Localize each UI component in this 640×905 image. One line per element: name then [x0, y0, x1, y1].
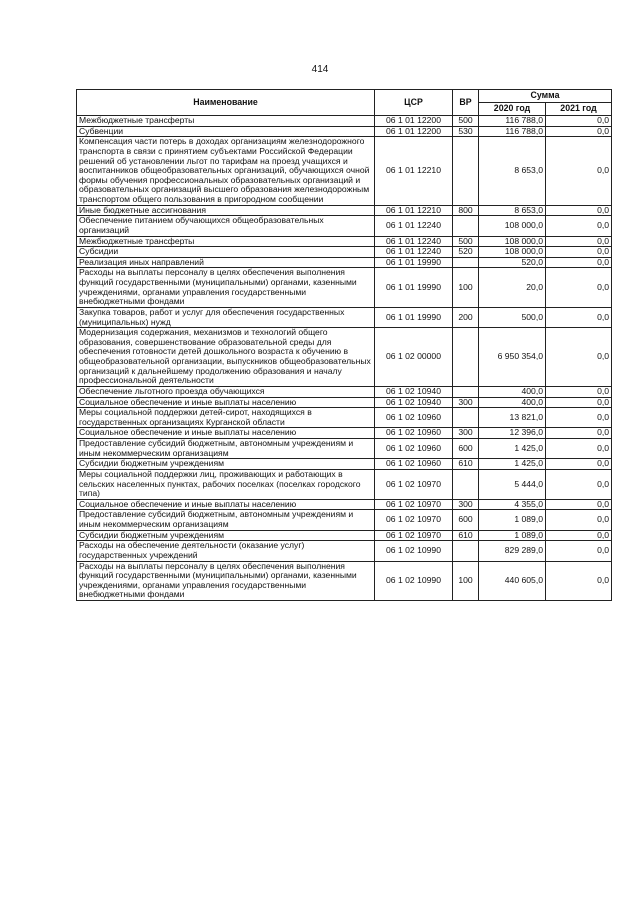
cell-amount-2020: 5 444,0 — [479, 469, 546, 499]
cell-name: Обеспечение льготного проезда обучающихся — [77, 386, 375, 397]
cell-name: Предоставление субсидий бюджетным, автономным учреждениям и иным некоммерческим организациям — [77, 510, 375, 530]
cell-name: Меры социальной поддержки лиц, проживающих и работающих в сельских населенных пунктах, рабочих поселках (поселках городского типа) — [77, 469, 375, 499]
cell-csr: 06 1 02 10960 — [375, 439, 453, 459]
cell-amount-2020: 400,0 — [479, 386, 546, 397]
cell-amount-2020: 1 089,0 — [479, 530, 546, 541]
cell-csr: 06 1 02 10990 — [375, 561, 453, 601]
table-row — [77, 247, 612, 258]
cell-name: Закупка товаров, работ и услуг для обеспечения государственных (муниципальных) нужд — [77, 307, 375, 327]
cell-amount-2021: 0,0 — [546, 530, 612, 541]
cell-amount-2020: 108 000,0 — [479, 247, 546, 258]
cell-csr: 06 1 02 10970 — [375, 510, 453, 530]
cell-amount-2021: 0,0 — [546, 268, 612, 308]
cell-csr: 06 1 01 19990 — [375, 257, 453, 268]
table-row — [77, 116, 612, 127]
cell-amount-2020: 1 425,0 — [479, 459, 546, 470]
cell-amount-2021: 0,0 — [546, 247, 612, 258]
cell-amount-2021: 0,0 — [546, 236, 612, 247]
budget-table — [76, 89, 612, 601]
cell-vr — [453, 541, 479, 561]
cell-name: Расходы на выплаты персоналу в целях обеспечения выполнения функций государственными (муниципальными) органами, казенными учреждениями, органами управления государственными внебюджетными фондами — [77, 561, 375, 601]
cell-amount-2021: 0,0 — [546, 408, 612, 428]
cell-vr: 800 — [453, 205, 479, 216]
cell-vr — [453, 469, 479, 499]
table-row — [77, 216, 612, 236]
cell-amount-2020: 520,0 — [479, 257, 546, 268]
cell-vr: 500 — [453, 236, 479, 247]
cell-name: Субсидии бюджетным учреждениям — [77, 530, 375, 541]
cell-amount-2020: 440 605,0 — [479, 561, 546, 601]
header-vr: ВР — [453, 90, 479, 116]
cell-vr: 100 — [453, 268, 479, 308]
table-row — [77, 205, 612, 216]
cell-amount-2020: 116 788,0 — [479, 116, 546, 127]
cell-amount-2021: 0,0 — [546, 116, 612, 127]
cell-amount-2020: 4 355,0 — [479, 499, 546, 510]
cell-vr: 520 — [453, 247, 479, 258]
cell-amount-2020: 500,0 — [479, 307, 546, 327]
cell-csr: 06 1 02 10990 — [375, 541, 453, 561]
cell-vr: 610 — [453, 530, 479, 541]
cell-amount-2020: 1 089,0 — [479, 510, 546, 530]
table-row — [77, 397, 612, 408]
cell-amount-2021: 0,0 — [546, 439, 612, 459]
cell-name: Субсидии — [77, 247, 375, 258]
cell-vr — [453, 257, 479, 268]
table-body — [77, 116, 612, 601]
cell-csr: 06 1 02 10940 — [375, 397, 453, 408]
table-row — [77, 459, 612, 470]
cell-name: Иные бюджетные ассигнования — [77, 205, 375, 216]
cell-amount-2020: 12 396,0 — [479, 428, 546, 439]
cell-amount-2020: 400,0 — [479, 397, 546, 408]
cell-vr — [453, 408, 479, 428]
cell-name: Компенсация части потерь в доходах организациям железнодорожного транспорта в связи с принятием субъектами Российской Федерации решений об установлении льгот по тарифам на проезд учащихся и воспитанников общеобразовательных организаций, обучающихся очной формы обучения профессиональных образовательных организаций и образовательных организаций высшего образования железнодорожным транспортом общего пользования в пригородном сообщении — [77, 137, 375, 205]
cell-vr: 500 — [453, 116, 479, 127]
table-row — [77, 561, 612, 601]
cell-name: Расходы на обеспечение деятельности (оказание услуг) государственных учреждений — [77, 541, 375, 561]
cell-vr: 600 — [453, 510, 479, 530]
cell-amount-2021: 0,0 — [546, 510, 612, 530]
cell-csr: 06 1 01 12240 — [375, 247, 453, 258]
cell-amount-2020: 20,0 — [479, 268, 546, 308]
cell-vr: 530 — [453, 126, 479, 137]
header-year-2020: 2020 год — [479, 103, 546, 116]
table-row — [77, 386, 612, 397]
table-row — [77, 307, 612, 327]
cell-csr: 06 1 01 19990 — [375, 307, 453, 327]
cell-name: Реализация иных направлений — [77, 257, 375, 268]
cell-name: Социальное обеспечение и иные выплаты населению — [77, 428, 375, 439]
cell-amount-2020: 8 653,0 — [479, 137, 546, 205]
cell-amount-2020: 13 821,0 — [479, 408, 546, 428]
cell-csr: 06 1 01 12200 — [375, 126, 453, 137]
cell-csr: 06 1 02 10940 — [375, 386, 453, 397]
table-row — [77, 469, 612, 499]
cell-vr: 200 — [453, 307, 479, 327]
cell-amount-2021: 0,0 — [546, 205, 612, 216]
cell-vr: 300 — [453, 397, 479, 408]
cell-amount-2021: 0,0 — [546, 328, 612, 387]
cell-csr: 06 1 02 10970 — [375, 499, 453, 510]
cell-amount-2020: 8 653,0 — [479, 205, 546, 216]
cell-name: Социальное обеспечение и иные выплаты населению — [77, 397, 375, 408]
cell-amount-2021: 0,0 — [546, 216, 612, 236]
cell-amount-2020: 116 788,0 — [479, 126, 546, 137]
cell-vr — [453, 137, 479, 205]
cell-csr: 06 1 02 10960 — [375, 459, 453, 470]
cell-csr: 06 1 02 10970 — [375, 530, 453, 541]
cell-csr: 06 1 01 12240 — [375, 236, 453, 247]
cell-amount-2021: 0,0 — [546, 386, 612, 397]
cell-amount-2020: 108 000,0 — [479, 216, 546, 236]
cell-amount-2021: 0,0 — [546, 428, 612, 439]
cell-amount-2020: 1 425,0 — [479, 439, 546, 459]
cell-vr: 100 — [453, 561, 479, 601]
cell-vr — [453, 328, 479, 387]
cell-csr: 06 1 01 12210 — [375, 205, 453, 216]
cell-name: Меры социальной поддержки детей-сирот, находящихся в государственных организациях Курганской области — [77, 408, 375, 428]
table-row — [77, 268, 612, 308]
cell-vr — [453, 216, 479, 236]
cell-name: Социальное обеспечение и иные выплаты населению — [77, 499, 375, 510]
cell-amount-2021: 0,0 — [546, 541, 612, 561]
cell-csr: 06 1 02 00000 — [375, 328, 453, 387]
cell-amount-2021: 0,0 — [546, 257, 612, 268]
table-row — [77, 428, 612, 439]
cell-vr: 300 — [453, 499, 479, 510]
cell-name: Обеспечение питанием обучающихся общеобразовательных организаций — [77, 216, 375, 236]
cell-amount-2021: 0,0 — [546, 469, 612, 499]
cell-amount-2021: 0,0 — [546, 561, 612, 601]
cell-csr: 06 1 01 12200 — [375, 116, 453, 127]
table-row — [77, 510, 612, 530]
cell-amount-2020: 829 289,0 — [479, 541, 546, 561]
table-row — [77, 257, 612, 268]
header-year-2021: 2021 год — [546, 103, 612, 116]
cell-csr: 06 1 01 12240 — [375, 216, 453, 236]
cell-vr: 600 — [453, 439, 479, 459]
cell-name: Субвенции — [77, 126, 375, 137]
table-row — [77, 439, 612, 459]
page-number: 414 — [311, 64, 329, 75]
cell-amount-2020: 6 950 354,0 — [479, 328, 546, 387]
cell-amount-2021: 0,0 — [546, 307, 612, 327]
table-header — [77, 90, 612, 116]
cell-csr: 06 1 01 12210 — [375, 137, 453, 205]
header-name: Наименование — [77, 90, 375, 116]
cell-vr — [453, 386, 479, 397]
table-row — [77, 530, 612, 541]
cell-csr: 06 1 02 10960 — [375, 408, 453, 428]
cell-vr: 610 — [453, 459, 479, 470]
cell-name: Субсидии бюджетным учреждениям — [77, 459, 375, 470]
cell-name: Предоставление субсидий бюджетным, автономным учреждениям и иным некоммерческим организациям — [77, 439, 375, 459]
cell-vr: 300 — [453, 428, 479, 439]
table-row — [77, 499, 612, 510]
table-row — [77, 541, 612, 561]
table-row — [77, 328, 612, 387]
table-row — [77, 408, 612, 428]
cell-amount-2021: 0,0 — [546, 126, 612, 137]
cell-csr: 06 1 02 10960 — [375, 428, 453, 439]
header-csr: ЦСР — [375, 90, 453, 116]
cell-name: Модернизация содержания, механизмов и технологий общего образования, совершенствование образовательной среды для обеспечения готовности детей дошкольного возраста к обучению в общеобразовательной организации, выпускников общеобразовательных организаций к дальнейшему продолжению образования и началу профессиональной деятельности — [77, 328, 375, 387]
cell-csr: 06 1 02 10970 — [375, 469, 453, 499]
cell-name: Межбюджетные трансферты — [77, 236, 375, 247]
cell-amount-2020: 108 000,0 — [479, 236, 546, 247]
cell-amount-2021: 0,0 — [546, 499, 612, 510]
table-row — [77, 137, 612, 205]
cell-csr: 06 1 01 19990 — [375, 268, 453, 308]
table-row — [77, 236, 612, 247]
cell-amount-2021: 0,0 — [546, 397, 612, 408]
cell-amount-2021: 0,0 — [546, 459, 612, 470]
cell-name: Расходы на выплаты персоналу в целях обеспечения выполнения функций государственными (муниципальными) органами, казенными учреждениями, органами управления государственными внебюджетными фондами — [77, 268, 375, 308]
header-sum: Сумма — [479, 90, 612, 103]
cell-name: Межбюджетные трансферты — [77, 116, 375, 127]
cell-amount-2021: 0,0 — [546, 137, 612, 205]
table-row — [77, 126, 612, 137]
